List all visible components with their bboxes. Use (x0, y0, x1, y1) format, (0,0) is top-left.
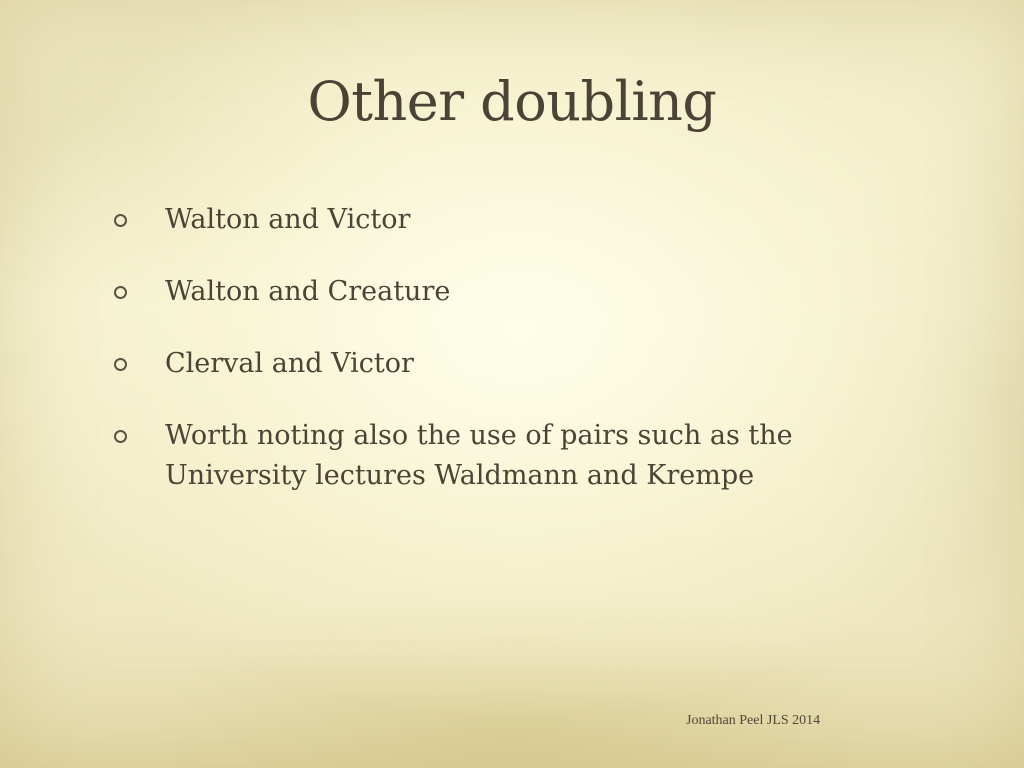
slide-title: Other doubling (307, 70, 717, 133)
bullet-text: Clerval and Victor (165, 348, 414, 379)
hollow-circle-bullet-icon (114, 430, 127, 443)
bullet-list (110, 200, 830, 528)
hollow-circle-bullet-icon (114, 286, 127, 299)
bullet-item (110, 416, 830, 496)
bullet-item (110, 272, 830, 312)
hollow-circle-bullet-icon (114, 214, 127, 227)
bullet-text: Worth noting also the use of pairs such as the University lectures Waldmann and Krempe (165, 420, 793, 491)
hollow-circle-bullet-icon (114, 358, 127, 371)
bullet-item (110, 344, 830, 384)
bullet-text: Walton and Creature (165, 276, 451, 307)
bullet-item (110, 200, 830, 240)
slide-footer: Jonathan Peel JLS 2014 (686, 713, 821, 728)
bullet-text: Walton and Victor (165, 204, 411, 235)
